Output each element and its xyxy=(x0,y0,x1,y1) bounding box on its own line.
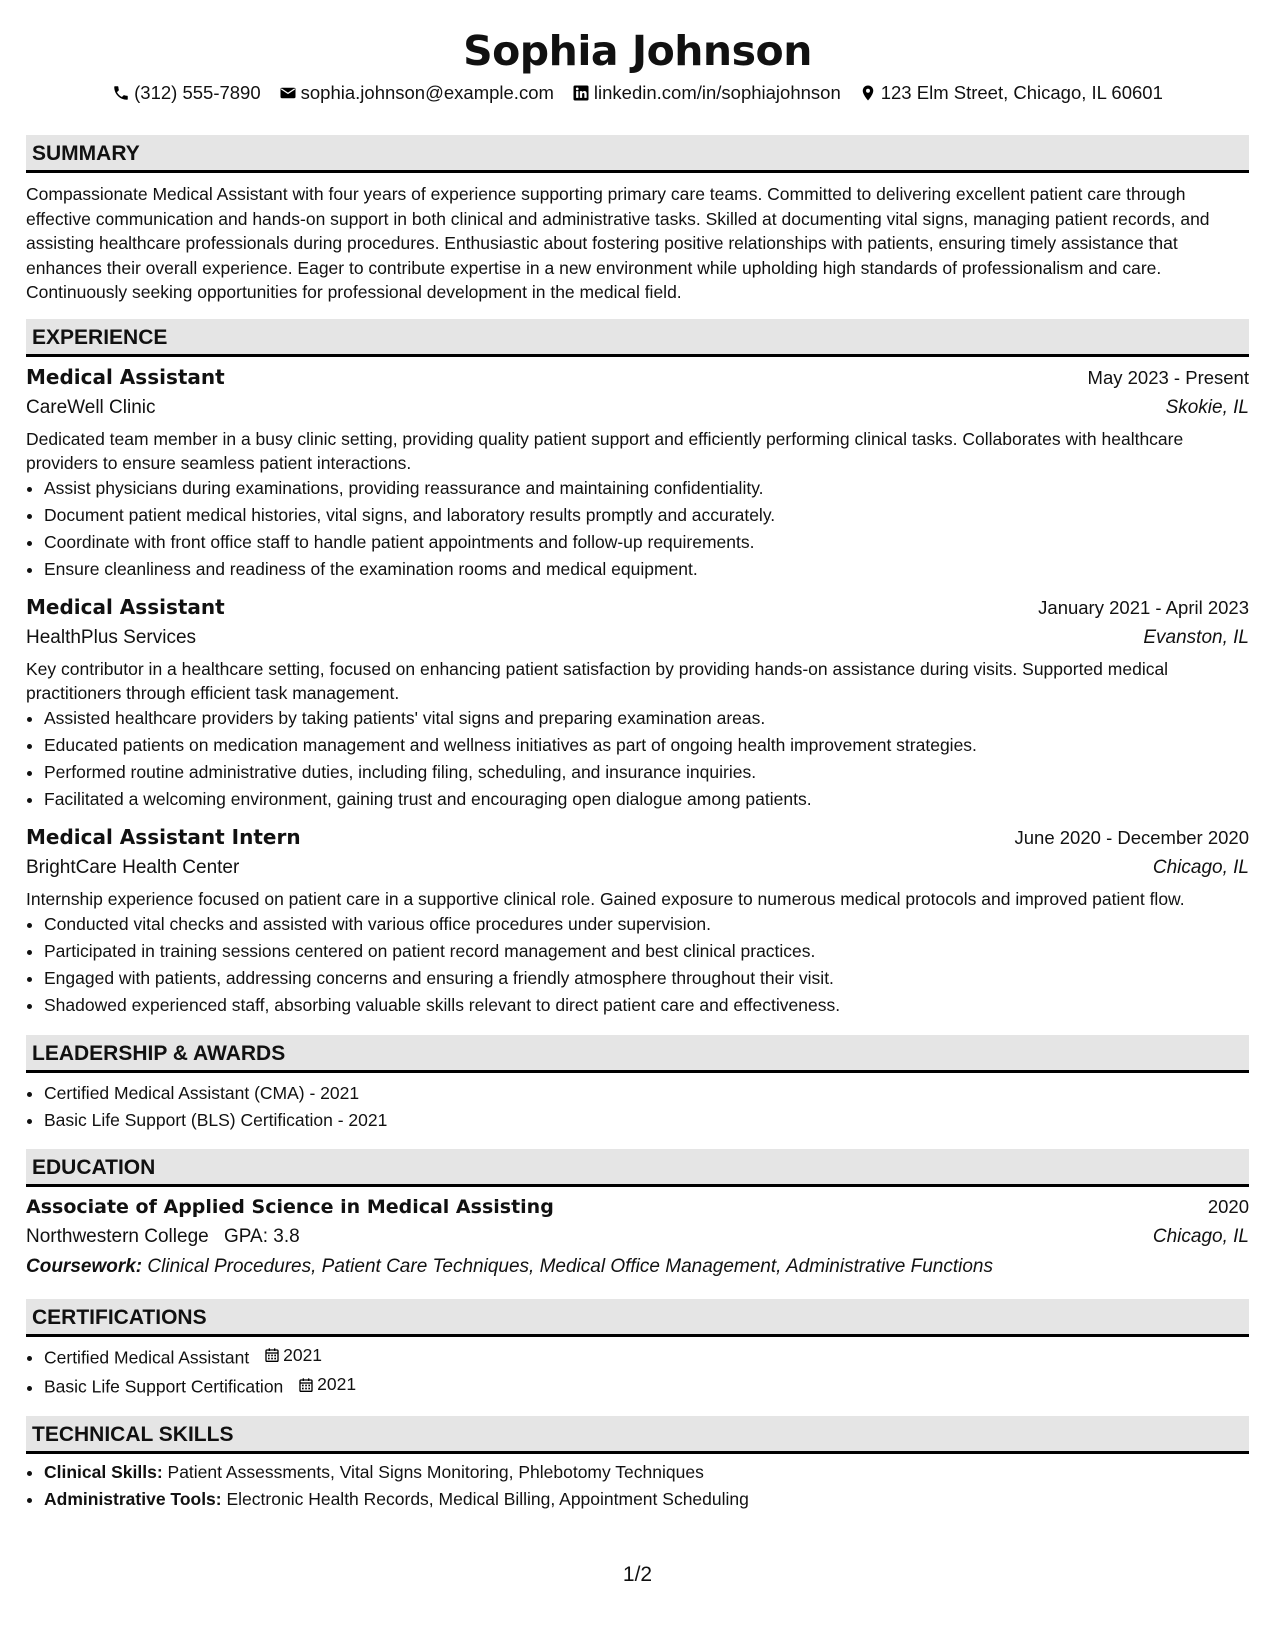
job-title: Medical Assistant xyxy=(26,364,225,389)
graduation-year: 2020 xyxy=(1207,1195,1249,1217)
phone-text: (312) 555-7890 xyxy=(134,82,261,103)
leadership-list xyxy=(26,1080,1249,1134)
job-header xyxy=(26,592,1249,623)
job-subheader xyxy=(26,393,1249,423)
job-dates: June 2020 - December 2020 xyxy=(1014,826,1249,848)
job-header xyxy=(26,822,1249,853)
contact-phone xyxy=(112,80,261,106)
list-item: • Coordinate with front office staff to handle patient appointments and follow-up requirements. xyxy=(44,529,1249,556)
list-item xyxy=(44,1371,1249,1401)
degree-name: Associate of Applied Science in Medical Assisting xyxy=(26,1195,554,1218)
phone-icon xyxy=(112,84,130,102)
list-item: • Ensure cleanliness and readiness of the examination rooms and medical equipment. xyxy=(44,556,1249,583)
certification-name: Certified Medical Assistant xyxy=(44,1347,250,1368)
job-dates: May 2023 - Present xyxy=(1087,366,1249,388)
page-number: 1/2 xyxy=(622,1563,653,1586)
job-subheader xyxy=(26,853,1249,883)
calendar-icon xyxy=(264,1347,280,1363)
list-item: • Assist physicians during examinations, providing reassurance and maintaining confidentiality. xyxy=(44,475,1249,502)
section-title-certifications: CERTIFICATIONS xyxy=(26,1299,1249,1337)
skills-list xyxy=(26,1459,1249,1513)
job-subheader xyxy=(26,623,1249,653)
list-item: • Document patient medical histories, vital signs, and laboratory results promptly and accurately. xyxy=(44,502,1249,529)
job-description: Key contributor in a healthcare setting, focused on enhancing patient satisfaction by providing hands-on assistance during visits. Supported medical practitioners through efficient task management. xyxy=(26,658,1169,703)
job-location: Evanston, IL xyxy=(1143,626,1249,648)
job-entry xyxy=(26,362,1249,583)
list-item xyxy=(44,1486,1249,1513)
education-header xyxy=(26,1192,1249,1222)
list-item: • Certified Medical Assistant (CMA) - 2021 xyxy=(44,1080,1249,1107)
list-item: • Participated in training sessions centered on patient record management and best clinical practices. xyxy=(44,938,1249,965)
linkedin-icon xyxy=(572,84,590,102)
contact-email[interactable] xyxy=(279,80,554,106)
map-pin-icon xyxy=(859,84,877,102)
job-dates: January 2021 - April 2023 xyxy=(1038,596,1249,618)
envelope-icon xyxy=(279,84,297,102)
section-title-education: EDUCATION xyxy=(26,1149,1249,1187)
company-name: BrightCare Health Center xyxy=(26,856,240,878)
list-item: • Assisted healthcare providers by taking patients' vital signs and preparing examination areas. xyxy=(44,705,1249,732)
certification-name: Basic Life Support Certification xyxy=(44,1376,284,1397)
certification-year: 2021 xyxy=(317,1374,357,1395)
job-entry xyxy=(26,822,1249,1019)
job-bullets xyxy=(26,911,1249,1019)
job-description: Internship experience focused on patient care in a supportive clinical role. Gained exposure to numerous medical protocols and improved patient flow. xyxy=(26,888,1185,909)
job-location: Skokie, IL xyxy=(1165,396,1249,418)
resume-page xyxy=(26,0,1249,1513)
list-item xyxy=(44,1459,1249,1486)
section-title-summary: SUMMARY xyxy=(26,135,1249,173)
contact-linkedin[interactable] xyxy=(572,80,841,106)
education-entry xyxy=(26,1192,1249,1282)
list-item: • Facilitated a welcoming environment, gaining trust and encouraging open dialogue among patients. xyxy=(44,786,1249,813)
certifications-list xyxy=(26,1342,1249,1401)
list-item: • Basic Life Support (BLS) Certification - 2021 xyxy=(44,1107,1249,1134)
address-text: 123 Elm Street, Chicago, IL 60601 xyxy=(880,82,1163,103)
list-item: • Shadowed experienced staff, absorbing valuable skills relevant to direct patient care and effectiveness. xyxy=(44,992,1249,1019)
coursework-label: Coursework: xyxy=(26,1255,143,1277)
coursework xyxy=(26,1252,1249,1282)
linkedin-text[interactable]: linkedin.com/in/sophiajohnson xyxy=(593,82,841,103)
contact-address xyxy=(859,80,1163,106)
education-subheader xyxy=(26,1222,1249,1252)
candidate-name: Sophia Johnson xyxy=(463,27,812,75)
company-name: CareWell Clinic xyxy=(26,396,156,418)
list-item xyxy=(44,1342,1249,1372)
skill-values: Patient Assessments, Vital Signs Monitoring, Phlebotomy Techniques xyxy=(167,1461,704,1482)
email-text[interactable]: sophia.johnson@example.com xyxy=(300,82,554,103)
job-header xyxy=(26,362,1249,393)
school-info xyxy=(26,1222,300,1252)
contact-bar xyxy=(26,80,1249,106)
certification-date xyxy=(298,1371,356,1398)
job-location: Chicago, IL xyxy=(1152,856,1249,878)
certification-date xyxy=(264,1342,322,1369)
summary-text: Compassionate Medical Assistant with four years of experience supporting primary care teams. Committed to delivering excellent patient care through effective communication and hands-on support in both clinical and administrative tasks. Skilled at documenting vital signs, managing patient records, and assisting healthcare professionals during procedures. Enthusiastic about fostering positive relationships with patients, ensuring timely assistance that enhances their overall experience. Eager to contribute expertise in a new environment while upholding high standards of professionalism and care. Continuously seeking opportunities for professional development in the medical field. xyxy=(26,184,1210,303)
job-entry xyxy=(26,592,1249,813)
skill-category: Administrative Tools: xyxy=(44,1488,222,1509)
certification-year: 2021 xyxy=(283,1344,323,1365)
company-name: HealthPlus Services xyxy=(26,626,197,648)
job-bullets xyxy=(26,705,1249,813)
job-description: Dedicated team member in a busy clinic setting, providing quality patient support and efficiently performing clinical tasks. Collaborates with healthcare providers to ensure seamless patient interactions. xyxy=(26,428,1184,473)
job-bullets xyxy=(26,475,1249,583)
school-name: Northwestern College xyxy=(26,1225,209,1247)
skill-values: Electronic Health Records, Medical Billing, Appointment Scheduling xyxy=(226,1488,749,1509)
calendar-icon xyxy=(298,1377,314,1393)
job-title: Medical Assistant xyxy=(26,594,225,619)
section-title-leadership: LEADERSHIP & AWARDS xyxy=(26,1035,1249,1073)
section-title-skills: TECHNICAL SKILLS xyxy=(26,1416,1249,1454)
list-item: • Engaged with patients, addressing concerns and ensuring a friendly atmosphere throughout their visit. xyxy=(44,965,1249,992)
section-title-experience: EXPERIENCE xyxy=(26,319,1249,357)
skill-category: Clinical Skills: xyxy=(44,1461,163,1482)
school-location: Chicago, IL xyxy=(1152,1225,1249,1247)
gpa: GPA: 3.8 xyxy=(223,1225,300,1247)
job-title: Medical Assistant Intern xyxy=(26,824,301,849)
coursework-list: Clinical Procedures, Patient Care Techniques, Medical Office Management, Administrative Functions xyxy=(147,1255,993,1277)
list-item: • Educated patients on medication management and wellness initiatives as part of ongoing health improvement strategies. xyxy=(44,732,1249,759)
list-item: • Conducted vital checks and assisted with various office procedures under supervision. xyxy=(44,911,1249,938)
list-item: • Performed routine administrative duties, including filing, scheduling, and insurance inquiries. xyxy=(44,759,1249,786)
